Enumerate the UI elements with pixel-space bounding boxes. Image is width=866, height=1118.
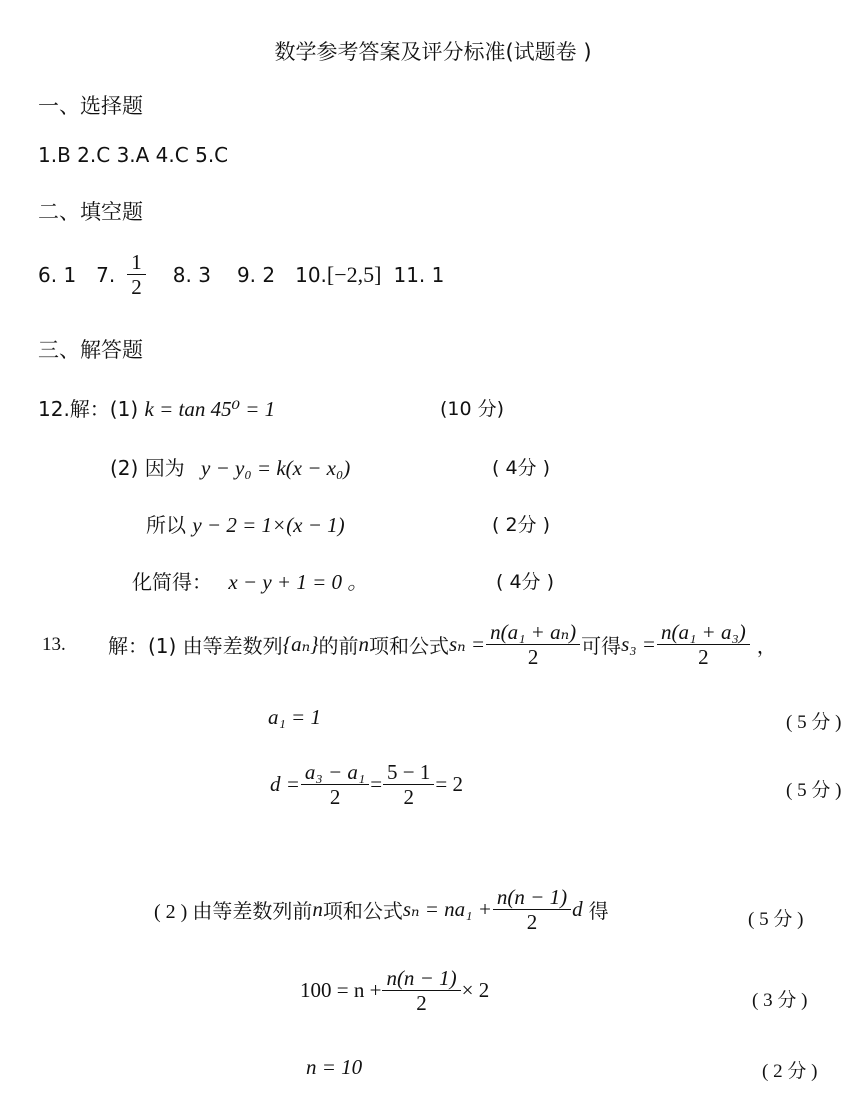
q12-score2: ( 4分 ) — [492, 457, 550, 479]
q13-score-100: ( 3 分 ) — [752, 990, 808, 1011]
fill-answer-9: 9. 2 — [236, 262, 276, 287]
fraction-denominator: 2 — [383, 784, 434, 809]
q13-intro-text1: 解：(1) 由等差数列 — [108, 634, 283, 659]
q12-part2-label: (2) 因为 — [110, 456, 185, 480]
q13-a1-eq: a₁ = 1 — [268, 705, 321, 729]
fraction-numerator: n(n − 1) — [386, 966, 457, 990]
q12-eq3: y − 2 = 1×(x − 1) — [192, 513, 345, 537]
q13-p2-fraction — [495, 885, 569, 934]
q13-n: n — [358, 632, 369, 657]
section-heading-choice: 一、选择题 — [38, 94, 143, 118]
q12-label: 12.解：(1) — [38, 397, 139, 421]
fill-answer-8: 8. 3 — [172, 262, 211, 287]
fraction-denominator: 2 — [127, 274, 146, 299]
fraction-denominator: 2 — [657, 644, 750, 669]
fill-answer-7-fraction — [129, 250, 144, 299]
q13-n-eq: n = 10 — [306, 1055, 363, 1079]
fill-answer-7-label: 7. — [96, 262, 116, 287]
q13-p2-lhs: sₙ = na₁ + — [402, 897, 492, 922]
q13-d-lhs: d = — [270, 772, 300, 797]
fraction-numerator: n(n − 1) — [496, 885, 568, 909]
q12-part1 — [38, 393, 275, 422]
q13-d-result: = 2 — [435, 772, 463, 797]
q13-sn-fraction — [488, 620, 578, 669]
fraction-numerator: a₃ − a₁ — [304, 760, 366, 784]
q13-eq100-rhs: × 2 — [461, 978, 490, 1003]
q13-intro — [42, 620, 777, 669]
fill-answer-6: 6. 1 — [38, 262, 77, 287]
q12-score4: ( 4分 ) — [496, 571, 554, 593]
fraction-numerator: n(a₁ + aₙ) — [490, 620, 577, 644]
fraction-numerator: 5 − 1 — [387, 760, 431, 784]
q12-simplify — [132, 566, 368, 596]
q13-score-n: ( 2 分 ) — [762, 1061, 818, 1082]
q13-p2-d: d — [572, 897, 583, 922]
q13-score-a1: ( 5 分 ) — [786, 712, 842, 733]
q12-eq2: y − y₀ = k(x − x₀) — [201, 456, 351, 480]
fill-answer-10-label: 10. — [295, 262, 327, 287]
q13-score-d: ( 5 分 ) — [786, 780, 842, 801]
q13-sequence: {aₙ} — [282, 632, 319, 657]
fraction-denominator: 2 — [382, 990, 460, 1015]
q13-eq100-fraction — [384, 966, 458, 1015]
fraction-denominator: 2 — [301, 784, 369, 809]
choice-answers: 1.B 2.C 3.A 4.C 5.C — [38, 143, 229, 167]
q13-eq100-lhs: 100 = n + — [300, 978, 382, 1003]
q13-s3-fraction — [659, 620, 748, 669]
q12-so — [146, 509, 345, 538]
fraction-numerator: n(a₁ + a₃) — [660, 620, 746, 644]
q12-part2 — [110, 452, 350, 481]
q12-eq1: k = tan 45⁰ = 1 — [144, 397, 276, 421]
q13-score-p2: ( 5 分 ) — [748, 909, 804, 930]
q12-score3: ( 2分 ) — [492, 514, 550, 536]
section-heading-solve: 三、解答题 — [38, 338, 143, 362]
q12-so-label: 所以 — [146, 513, 186, 537]
q12-eq4: x − y + 1 = 0 。 — [228, 570, 369, 594]
q13-comma: ， — [756, 634, 777, 659]
q13-s3-lhs: s₃ = — [621, 632, 656, 657]
q13-part2-intro — [154, 885, 609, 934]
page-title: 数学参考答案及评分标准(试题卷 ) — [274, 40, 592, 64]
q13-intro-text3: 项和公式 — [369, 636, 449, 659]
q13-d-fraction2 — [385, 760, 432, 809]
q13-number: 13. — [42, 633, 66, 655]
q12-simplify-label: 化简得： — [132, 570, 212, 594]
fraction-denominator: 2 — [486, 644, 580, 669]
q13-d-equals: = — [370, 772, 383, 797]
q13-eq100 — [300, 966, 489, 1015]
fill-answer-11: 11. 1 — [393, 262, 445, 287]
q13-d-eq — [270, 760, 463, 809]
q13-p2-de: 得 — [588, 901, 609, 924]
q13-intro-text2: 的前 — [318, 634, 359, 659]
fill-answer-10-interval: [−2,5] — [326, 261, 382, 287]
fraction-numerator: 1 — [131, 250, 142, 274]
fraction-denominator: 2 — [493, 909, 571, 934]
q13-d-fraction1 — [303, 760, 367, 809]
q13-p2-intro2: 项和公式 — [322, 901, 403, 924]
q12-score1: (10 分) — [440, 398, 505, 420]
q13-keyide: 可得 — [581, 636, 622, 659]
section-heading-fill: 二、填空题 — [38, 200, 143, 224]
q13-p2-n: n — [312, 897, 323, 922]
fill-answers-row — [38, 250, 444, 299]
q13-p2-intro: ( 2 ) 由等差数列前 — [154, 901, 313, 924]
q13-sn-lhs: sₙ = — [449, 632, 486, 657]
